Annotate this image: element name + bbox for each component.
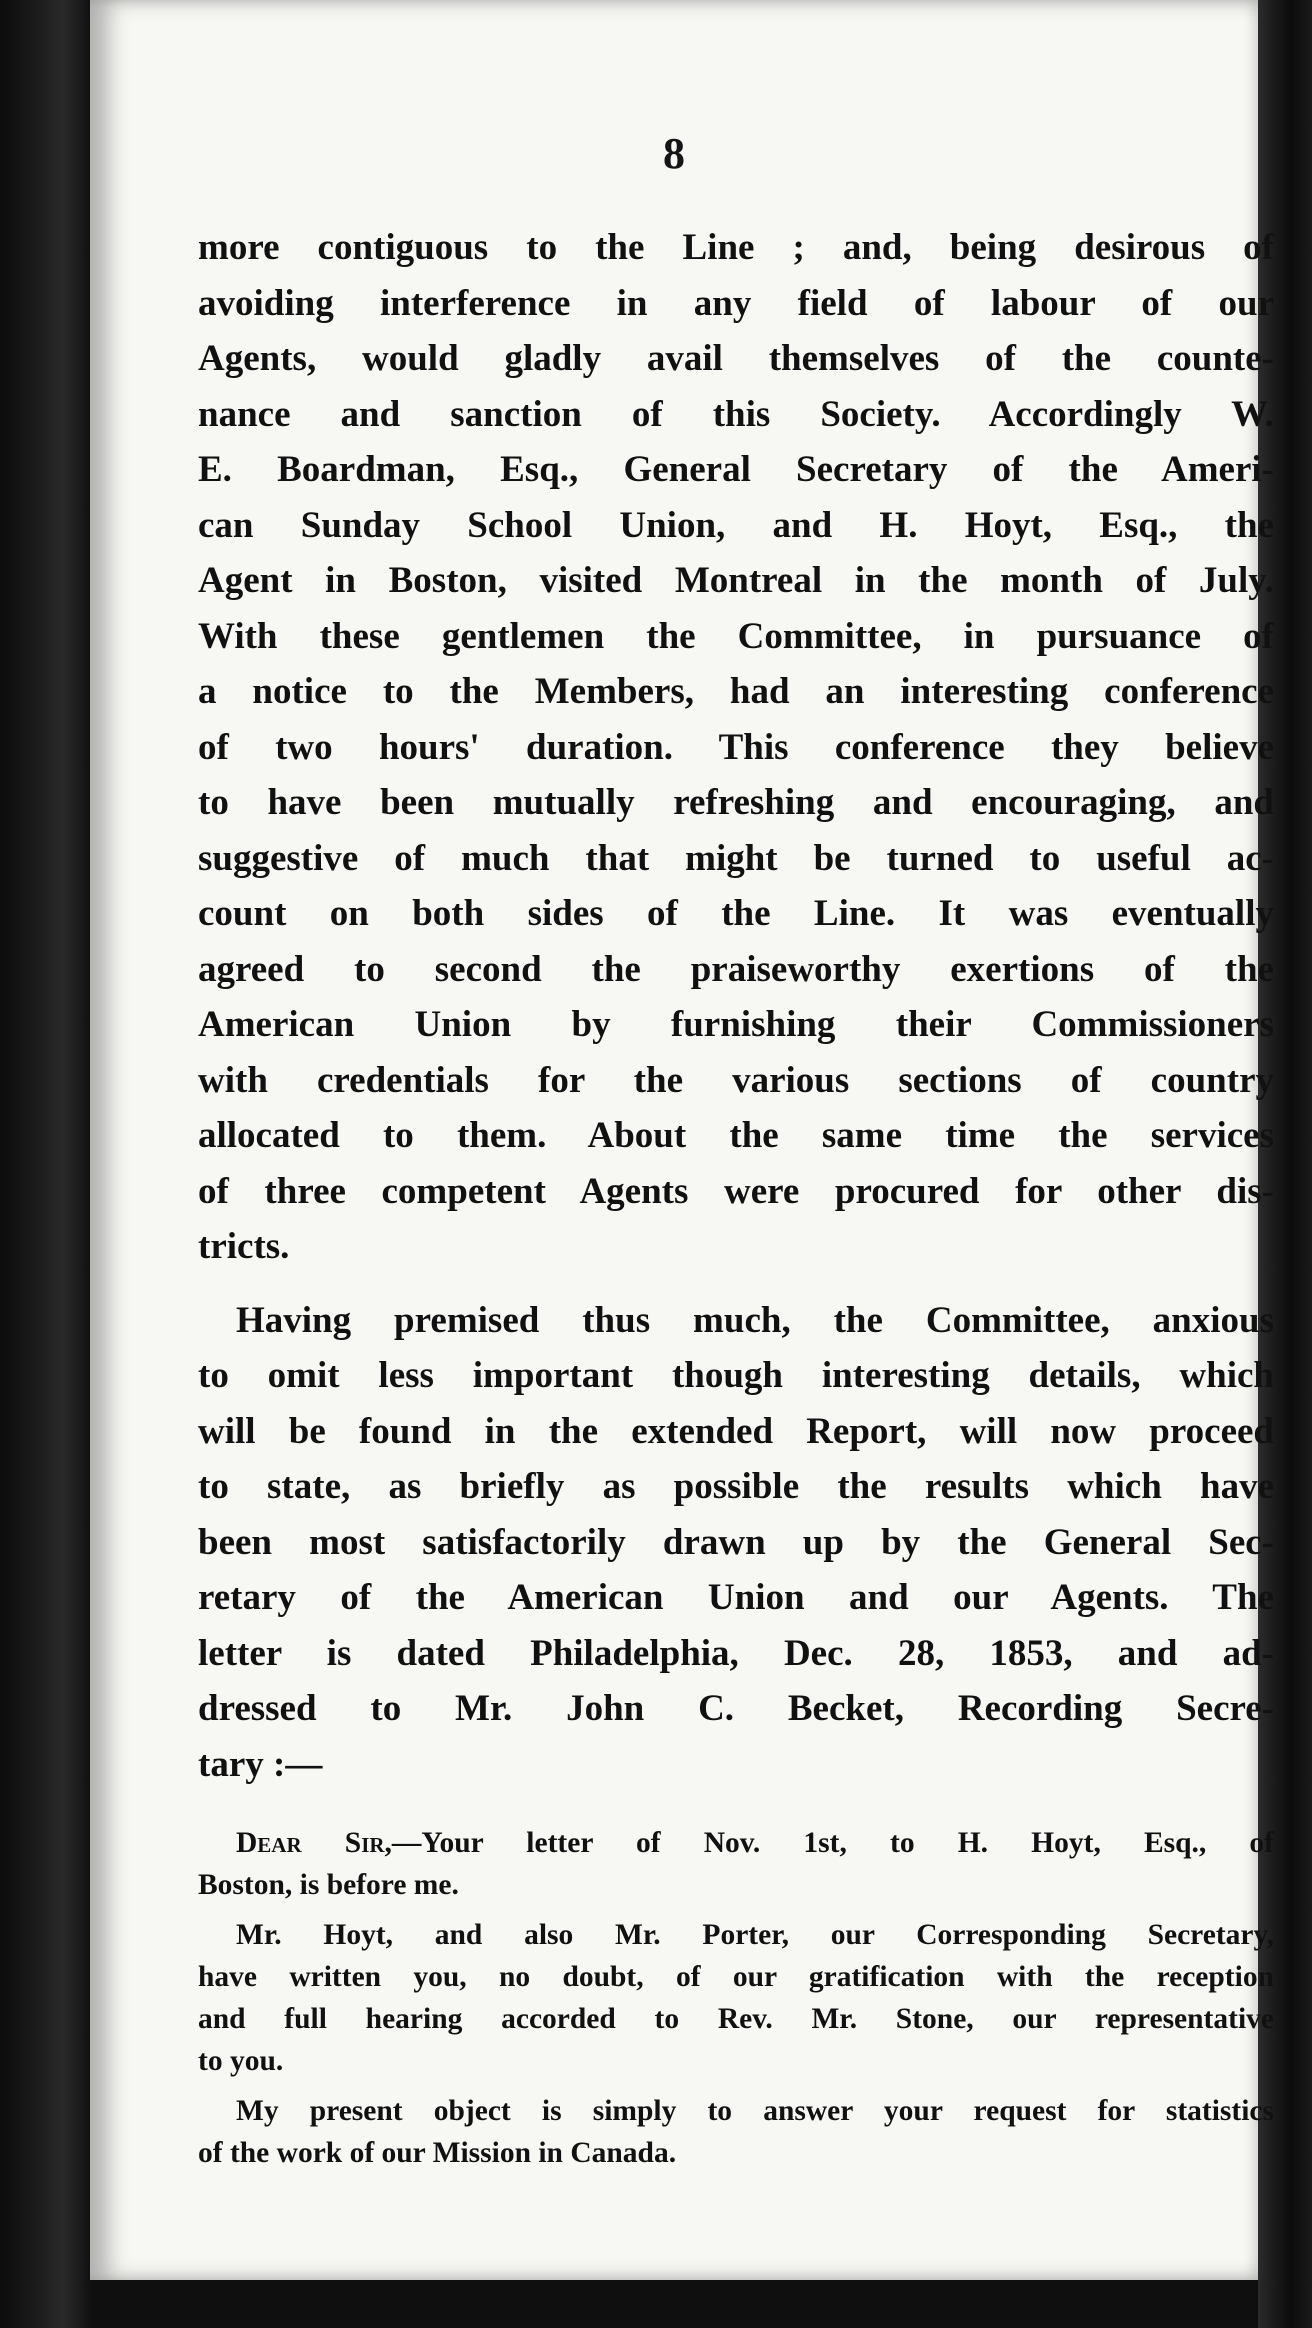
- quoted-letter: [198, 1822, 1274, 2174]
- text-line: nance and sanction of this Society. Accordingly W.: [198, 393, 1274, 435]
- letter-line: of the work of our Mission in Canada.: [198, 2137, 677, 2169]
- paragraph-2: [198, 1293, 1274, 1793]
- letter-line: to you.: [198, 2045, 284, 2077]
- text-line: to omit less important though interesting details, which: [198, 1355, 1274, 1396]
- book-spine: [0, 0, 90, 2328]
- page-number: 8: [663, 129, 685, 178]
- text-line: E. Boardman, Esq., General Secretary of the Ameri-: [198, 449, 1274, 490]
- paragraph-1: [198, 220, 1274, 1275]
- text-line: of two hours' duration. This conference they believe: [198, 726, 1274, 768]
- letter-line: [198, 1822, 1274, 1864]
- text-line: American Union by furnishing their Commissioners: [198, 1004, 1274, 1045]
- text-line: been most satisfactorily drawn up by the General Sec-: [198, 1521, 1274, 1563]
- text-line: letter is dated Philadelphia, Dec. 28, 1853, and ad-: [198, 1632, 1274, 1674]
- book-page: [90, 0, 1274, 2280]
- letter-paragraph-2: [198, 1914, 1274, 2082]
- text-line: a notice to the Members, had an interesting conference: [198, 671, 1274, 712]
- letter-text: —Your letter of Nov. 1st, to H. Hoyt, Esq., of: [391, 1827, 1274, 1859]
- letter-salutation: Dear Sir,: [236, 1827, 392, 1859]
- text-line: to state, as briefly as possible the results which have: [198, 1466, 1274, 1507]
- letter-line: and full hearing accorded to Rev. Mr. Stone, our representative: [198, 2003, 1274, 2035]
- text-line: avoiding interference in any field of labour of our: [198, 282, 1274, 324]
- text-line: Agent in Boston, visited Montreal in the month of July.: [198, 560, 1274, 601]
- text-line: tricts.: [198, 1226, 290, 1267]
- text-line: more contiguous to the Line ; and, being desirous of: [198, 227, 1274, 268]
- text-line: tary :—: [198, 1743, 323, 1785]
- text-line: count on both sides of the Line. It was eventually: [198, 893, 1274, 934]
- text-line: of three competent Agents were procured for other dis-: [198, 1170, 1274, 1212]
- letter-line: Boston, is before me.: [198, 1869, 459, 1901]
- text-line: retary of the American Union and our Agents. The: [198, 1577, 1274, 1618]
- text-line: to have been mutually refreshing and encouraging, and: [198, 782, 1274, 823]
- letter-line: My present object is simply to answer your request for statistics: [236, 2095, 1274, 2127]
- letter-paragraph-1: [198, 1822, 1274, 1906]
- letter-paragraph-3: [198, 2090, 1274, 2174]
- text-line: can Sunday School Union, and H. Hoyt, Esq., the: [198, 504, 1274, 546]
- text-line: With these gentlemen the Committee, in pursuance of: [198, 615, 1274, 657]
- text-line: Having premised thus much, the Committee, anxious: [236, 1299, 1274, 1341]
- text-line: agreed to second the praiseworthy exertions of the: [198, 948, 1274, 990]
- text-line: will be found in the extended Report, will now proceed: [198, 1410, 1274, 1452]
- letter-line: have written you, no doubt, of our gratification with the reception: [198, 1961, 1274, 1993]
- page-body: [198, 220, 1274, 2174]
- text-line: Agents, would gladly avail themselves of the counte-: [198, 338, 1274, 379]
- text-line: suggestive of much that might be turned to useful ac-: [198, 837, 1274, 879]
- letter-line: Mr. Hoyt, and also Mr. Porter, our Corresponding Secretary,: [236, 1919, 1274, 1951]
- text-line: with credentials for the various sections of country: [198, 1059, 1274, 1101]
- text-line: dressed to Mr. John C. Becket, Recording Secre-: [198, 1688, 1274, 1729]
- text-line: allocated to them. About the same time the services: [198, 1115, 1274, 1156]
- page-bottom-edge: [90, 2280, 1258, 2328]
